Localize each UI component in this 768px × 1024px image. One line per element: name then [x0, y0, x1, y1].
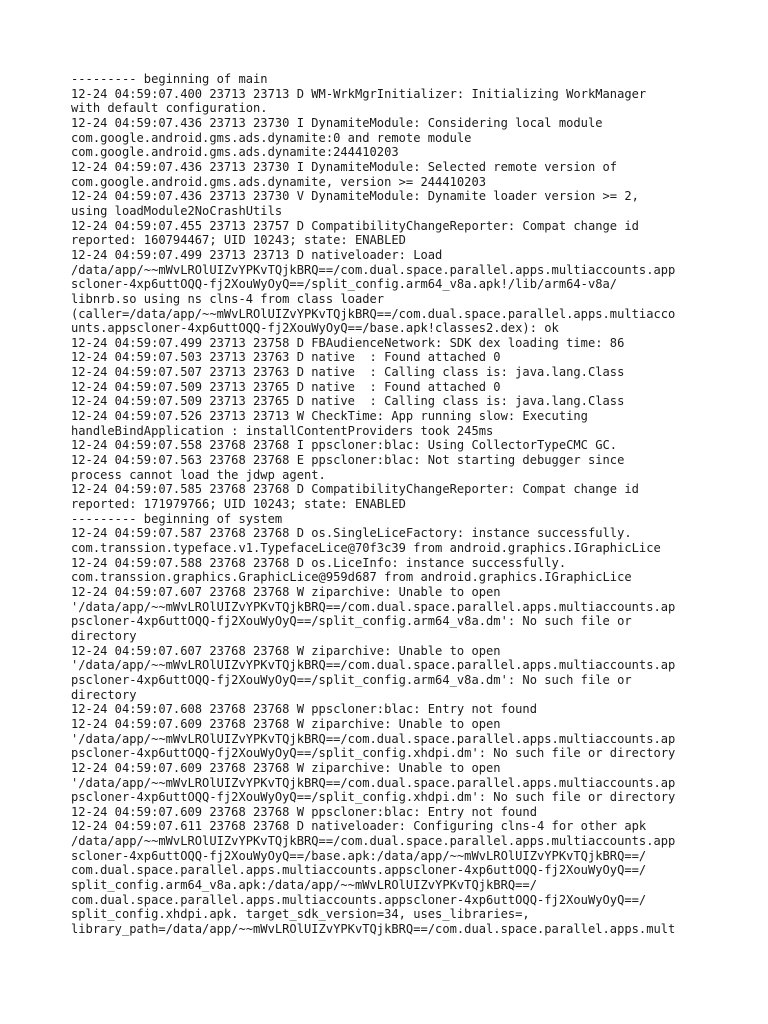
log-line: 12-24 04:59:07.608 23768 23768 W ppscloner:blac: Entry not found [71, 702, 537, 717]
log-line: unts.appscloner-4xp6uttOQQ-fj2XouWyOyQ==/base.apk!classes2.dex): ok [71, 321, 559, 336]
log-line: split_config.arm64_v8a.apk:/data/app/~~mWvLROlUIZvYPKvTQjkBRQ==/ [71, 878, 537, 893]
log-line: 12-24 04:59:07.526 23713 23713 W CheckTime: App running slow: Executing [71, 409, 588, 424]
log-line: 12-24 04:59:07.455 23713 23757 D CompatibilityChangeReporter: Compat change id [71, 218, 639, 233]
log-line: 12-24 04:59:07.499 23713 23758 D FBAudienceNetwork: SDK dex loading time: 86 [71, 335, 625, 350]
log-line: reported: 160794467; UID 10243; state: ENABLED [71, 233, 406, 248]
log-line: 12-24 04:59:07.509 23713 23765 D native : Found attached 0 [71, 379, 501, 394]
log-line: 12-24 04:59:07.436 23713 23730 I DynamiteModule: Considering local module [71, 115, 603, 130]
log-line: directory [71, 687, 137, 702]
log-line: --------- beginning of main [71, 72, 268, 86]
log-line: 12-24 04:59:07.558 23768 23768 I ppscloner:blac: Using CollectorTypeCMC GC. [71, 438, 618, 453]
log-line: 12-24 04:59:07.611 23768 23768 D nativeloader: Configuring clns-4 for other apk [71, 819, 647, 834]
log-line: 12-24 04:59:07.507 23713 23763 D native : Calling class is: java.lang.Class [71, 365, 625, 380]
log-line: com.google.android.gms.ads.dynamite, version >= 244410203 [71, 174, 487, 189]
log-line: pscloner-4xp6uttOQQ-fj2XouWyOyQ==/split_config.arm64_v8a.dm': No such file or [71, 672, 632, 687]
log-line: pscloner-4xp6uttOQQ-fj2XouWyOyQ==/split_config.xhdpi.dm': No such file or directory [71, 746, 676, 761]
log-line: '/data/app/~~mWvLROlUIZvYPKvTQjkBRQ==/com.dual.space.parallel.apps.multiaccounts.ap [71, 731, 676, 746]
log-line: 12-24 04:59:07.499 23713 23713 D nativeloader: Load [71, 247, 443, 262]
log-line: libnrb.so using ns clns-4 from class loader [71, 291, 385, 306]
log-line: with default configuration. [71, 101, 268, 116]
log-line: (caller=/data/app/~~mWvLROlUIZvYPKvTQjkBRQ==/com.dual.space.parallel.apps.multiacco [71, 306, 676, 321]
log-line: 12-24 04:59:07.436 23713 23730 I DynamiteModule: Selected remote version of [71, 159, 618, 174]
log-line: /data/app/~~mWvLROlUIZvYPKvTQjkBRQ==/com.dual.space.parallel.apps.multiaccounts.app [71, 834, 676, 849]
log-line: '/data/app/~~mWvLROlUIZvYPKvTQjkBRQ==/com.dual.space.parallel.apps.multiaccounts.ap [71, 775, 676, 790]
log-line: handleBindApplication : installContentProviders took 245ms [71, 423, 494, 438]
log-line: 12-24 04:59:07.503 23713 23763 D native : Found attached 0 [71, 350, 501, 365]
log-line: 12-24 04:59:07.436 23713 23730 V DynamiteModule: Dynamite loader version >= 2, [71, 189, 639, 204]
log-line: library_path=/data/app/~~mWvLROlUIZvYPKvTQjkBRQ==/com.dual.space.parallel.apps.mult [71, 922, 676, 937]
log-line: using loadModule2NoCrashUtils [71, 203, 283, 218]
log-line: com.dual.space.parallel.apps.multiaccounts.appscloner-4xp6uttOQQ-fj2XouWyOyQ==/ [71, 892, 647, 907]
log-line: 12-24 04:59:07.609 23768 23768 W ziparchive: Unable to open [71, 716, 501, 731]
log-line: com.transsion.typeface.v1.TypefaceLice@70f3c39 from android.graphics.IGraphicLice [71, 541, 661, 555]
log-line: 12-24 04:59:07.400 23713 23713 D WM-WrkMgrInitializer: Initializing WorkManager [71, 86, 647, 101]
log-line: com.dual.space.parallel.apps.multiaccounts.appscloner-4xp6uttOQQ-fj2XouWyOyQ==/ [71, 863, 647, 878]
log-line: pscloner-4xp6uttOQQ-fj2XouWyOyQ==/split_config.arm64_v8a.dm': No such file or [71, 614, 632, 629]
log-line: '/data/app/~~mWvLROlUIZvYPKvTQjkBRQ==/com.dual.space.parallel.apps.multiaccounts.ap [71, 599, 676, 614]
log-line: 12-24 04:59:07.607 23768 23768 W ziparchive: Unable to open [71, 584, 501, 599]
log-line: --------- beginning of system [71, 511, 283, 526]
log-line: reported: 171979766; UID 10243; state: ENABLED [71, 497, 406, 512]
log-line: com.transsion.graphics.GraphicLice@959d687 from android.graphics.IGraphicLice [71, 570, 632, 585]
log-line: com.google.android.gms.ads.dynamite:244410203 [71, 145, 399, 160]
log-line: split_config.xhdpi.apk. target_sdk_version=34, uses_libraries=, [71, 907, 530, 922]
log-line: 12-24 04:59:07.585 23768 23768 D CompatibilityChangeReporter: Compat change id [71, 482, 639, 497]
log-line: /data/app/~~mWvLROlUIZvYPKvTQjkBRQ==/com.dual.space.parallel.apps.multiaccounts.app [71, 262, 676, 277]
log-line: 12-24 04:59:07.609 23768 23768 W ziparchive: Unable to open [71, 760, 501, 775]
log-line: 12-24 04:59:07.563 23768 23768 E ppscloner:blac: Not starting debugger since [71, 453, 625, 468]
log-line: directory [71, 628, 137, 643]
log-line: 12-24 04:59:07.588 23768 23768 D os.LiceInfo: instance successfully. [71, 555, 567, 570]
log-line: '/data/app/~~mWvLROlUIZvYPKvTQjkBRQ==/com.dual.space.parallel.apps.multiaccounts.ap [71, 658, 676, 673]
log-line: scloner-4xp6uttOQQ-fj2XouWyOyQ==/base.apk:/data/app/~~mWvLROlUIZvYPKvTQjkBRQ==/ [71, 848, 647, 863]
log-line: pscloner-4xp6uttOQQ-fj2XouWyOyQ==/split_config.xhdpi.dm': No such file or directory [71, 790, 676, 805]
log-line: process cannot load the jdwp agent. [71, 467, 326, 482]
log-line: 12-24 04:59:07.609 23768 23768 W ppscloner:blac: Entry not found [71, 804, 537, 819]
log-line: com.google.android.gms.ads.dynamite:0 and remote module [71, 130, 472, 145]
log-text-block [71, 72, 711, 937]
log-line: scloner-4xp6uttOQQ-fj2XouWyOyQ==/split_config.arm64_v8a.apk!/lib/arm64-v8a/ [71, 277, 618, 292]
log-line: 12-24 04:59:07.587 23768 23768 D os.SingleLiceFactory: instance successfully. [71, 526, 632, 541]
log-line: 12-24 04:59:07.509 23713 23765 D native : Calling class is: java.lang.Class [71, 394, 625, 409]
log-line: 12-24 04:59:07.607 23768 23768 W ziparchive: Unable to open [71, 643, 501, 658]
